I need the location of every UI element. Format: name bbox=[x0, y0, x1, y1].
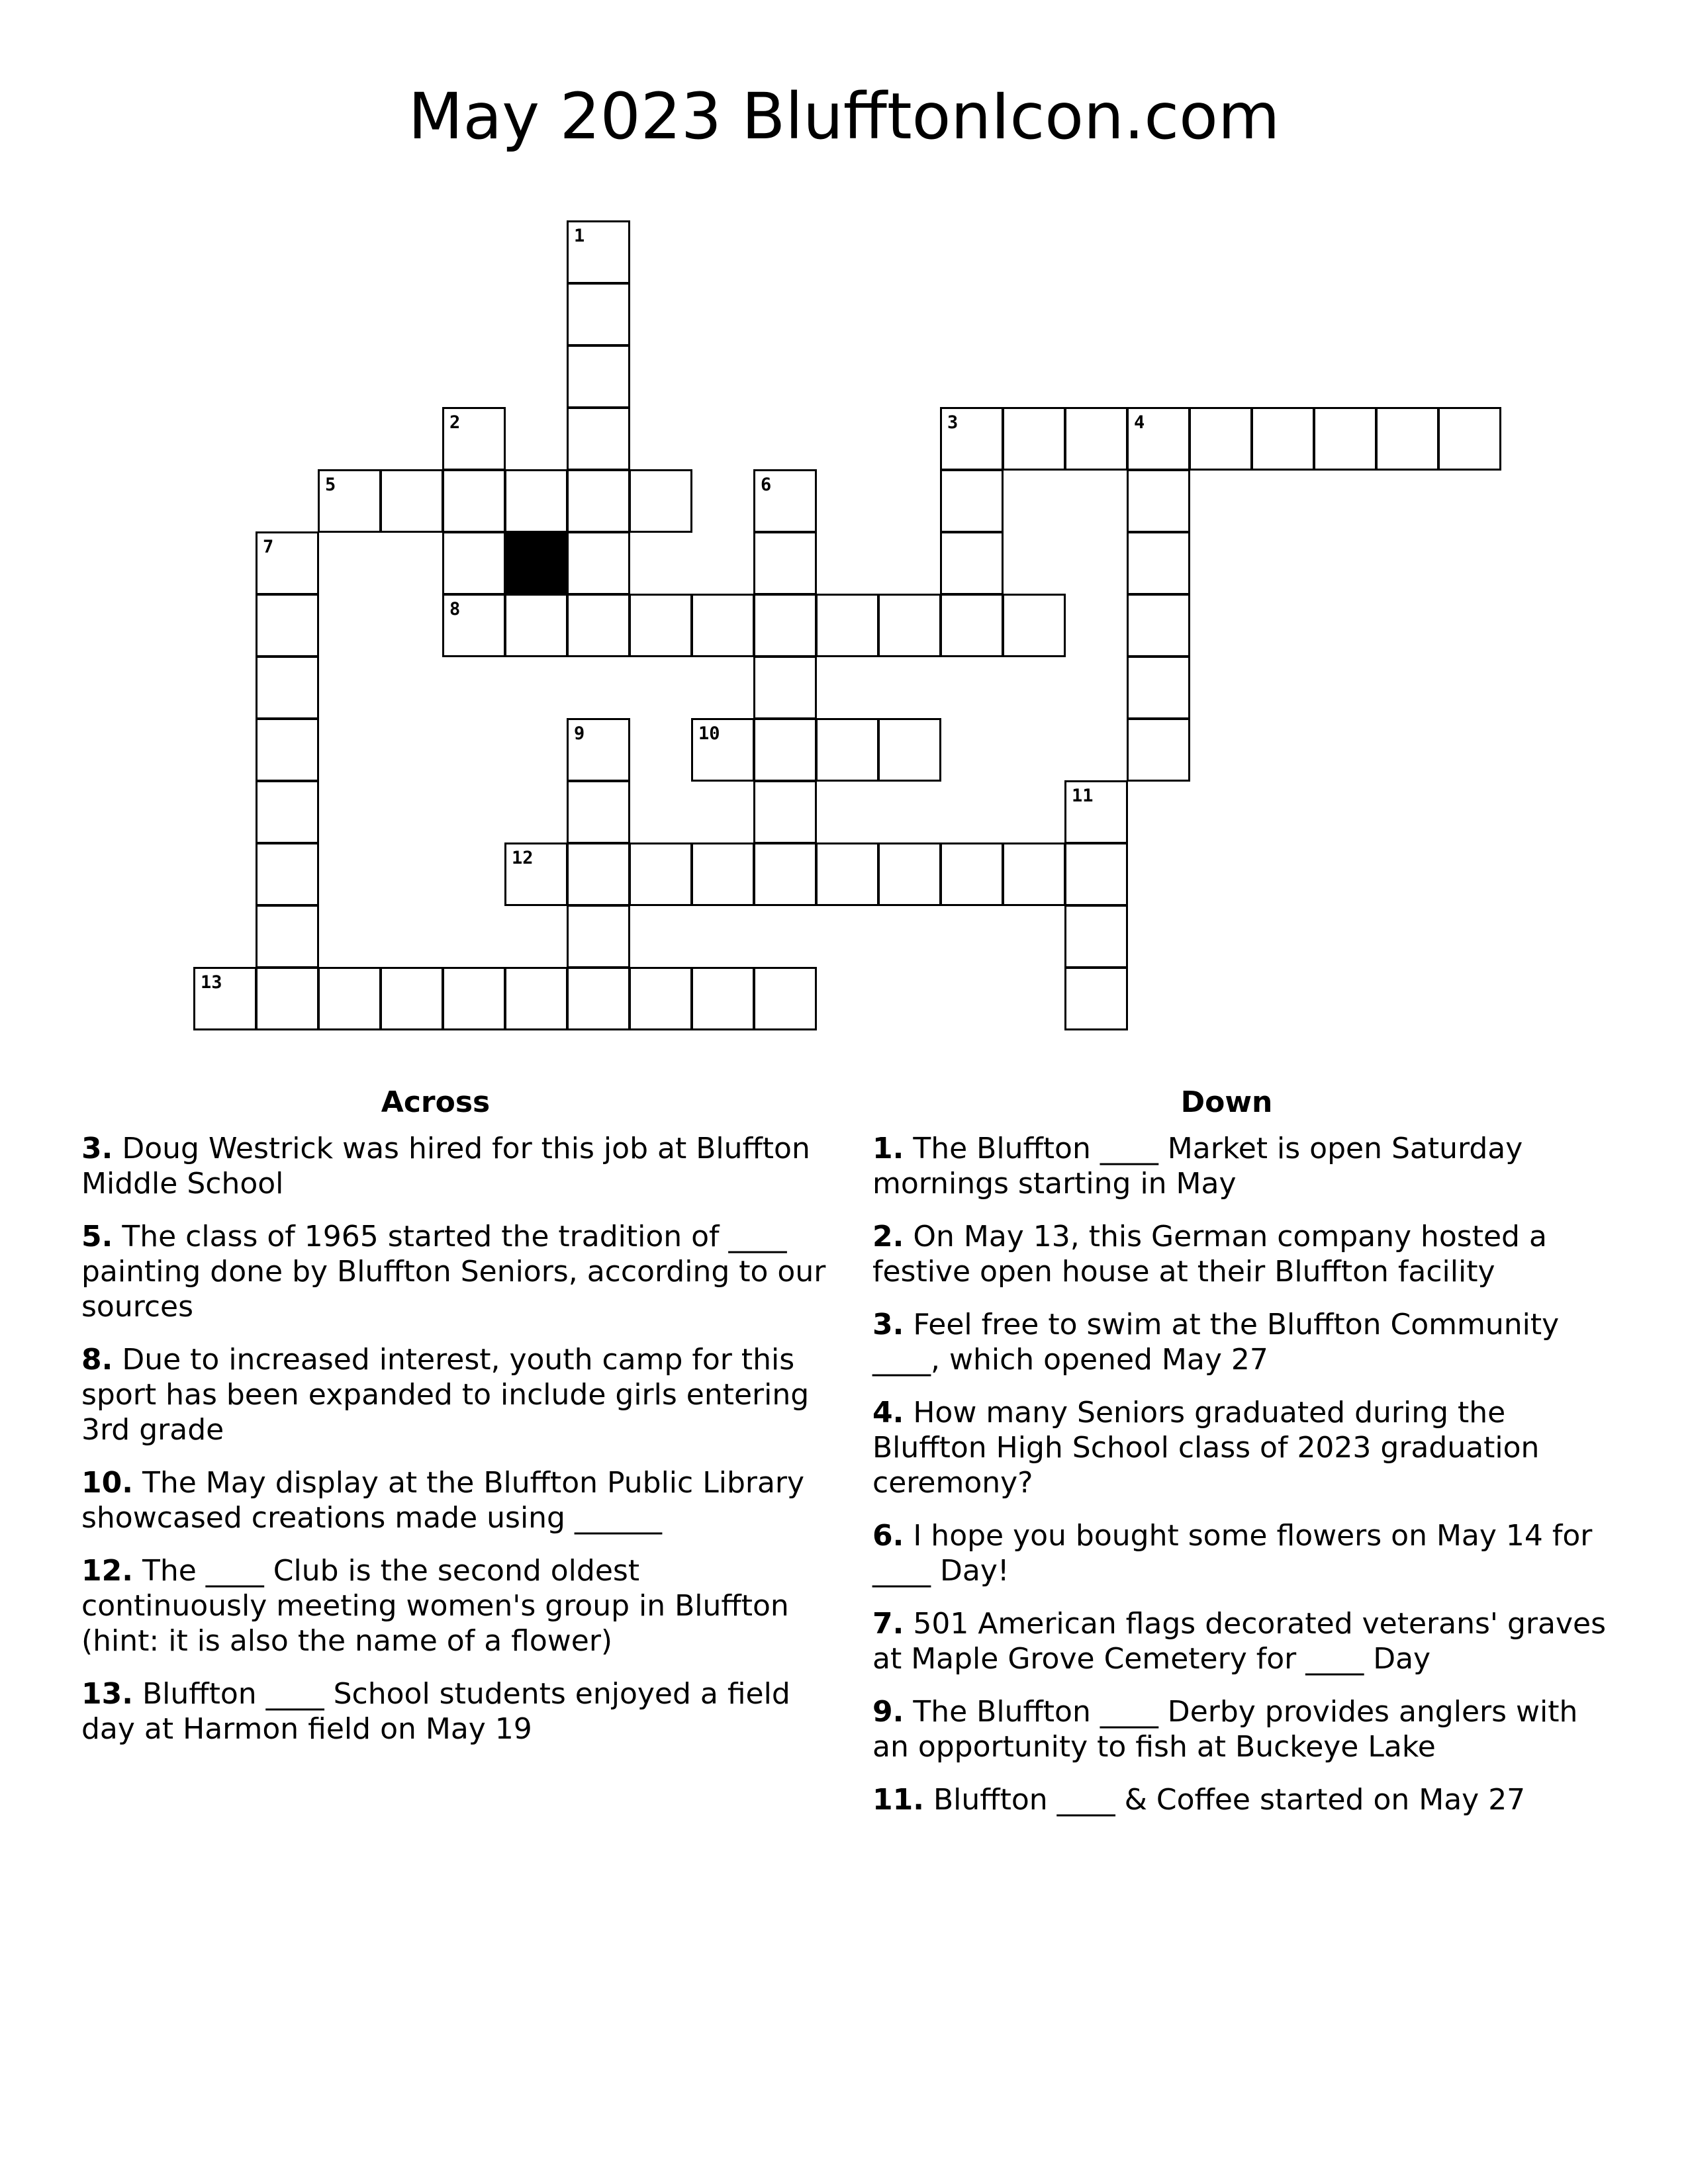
crossword-grid bbox=[0, 0, 1688, 1059]
grid-cell[interactable] bbox=[442, 531, 506, 595]
grid-cell[interactable] bbox=[878, 842, 941, 906]
grid-cell[interactable] bbox=[442, 967, 506, 1030]
clue-text: I hope you bought some flowers on May 14 for ____ Day! bbox=[872, 1519, 1593, 1588]
grid-cell[interactable] bbox=[1064, 905, 1128, 968]
across-heading: Across bbox=[381, 1085, 491, 1119]
clue-number: 4. bbox=[872, 1396, 904, 1430]
down-heading: Down bbox=[1180, 1085, 1273, 1119]
grid-cell[interactable] bbox=[567, 905, 630, 968]
across-clues-section bbox=[81, 1085, 829, 1764]
across-clue bbox=[81, 1553, 829, 1659]
grid-cell[interactable] bbox=[629, 967, 692, 1030]
grid-cell[interactable] bbox=[1064, 842, 1128, 906]
cell-number: 5 bbox=[325, 475, 336, 495]
cell-number: 7 bbox=[263, 537, 274, 557]
grid-cell[interactable] bbox=[1438, 407, 1501, 471]
down-clue bbox=[872, 1131, 1620, 1201]
grid-cell[interactable] bbox=[504, 967, 568, 1030]
grid-cell[interactable] bbox=[1064, 967, 1128, 1030]
grid-cell[interactable] bbox=[567, 283, 630, 346]
grid-cell[interactable] bbox=[567, 531, 630, 595]
grid-cell[interactable] bbox=[256, 594, 319, 657]
grid-cell[interactable] bbox=[567, 842, 630, 906]
down-clues-section bbox=[872, 1085, 1620, 1835]
down-clue bbox=[872, 1518, 1620, 1588]
clue-number: 3. bbox=[81, 1132, 113, 1165]
clue-text: The Bluffton ____ Market is open Saturday mornings starting in May bbox=[872, 1132, 1523, 1201]
grid-cell[interactable] bbox=[1002, 594, 1066, 657]
cell-number: 3 bbox=[947, 412, 959, 433]
grid-cell[interactable] bbox=[442, 407, 506, 471]
grid-cell[interactable] bbox=[256, 905, 319, 968]
grid-cell[interactable] bbox=[691, 718, 755, 782]
grid-cell[interactable] bbox=[753, 594, 817, 657]
clue-number: 13. bbox=[81, 1677, 133, 1711]
grid-cell[interactable] bbox=[1251, 407, 1315, 471]
grid-cell[interactable] bbox=[256, 780, 319, 844]
grid-cell[interactable] bbox=[691, 967, 755, 1030]
grid-cell[interactable] bbox=[878, 718, 941, 782]
clue-text: How many Seniors graduated during the Bluffton High School class of 2023 graduation ceremony? bbox=[872, 1396, 1540, 1500]
grid-cell[interactable] bbox=[256, 656, 319, 719]
grid-cell[interactable] bbox=[940, 469, 1004, 533]
grid-cell[interactable] bbox=[691, 594, 755, 657]
grid-cell[interactable] bbox=[1064, 780, 1128, 844]
clue-number: 10. bbox=[81, 1466, 133, 1500]
grid-cell[interactable] bbox=[753, 531, 817, 595]
clue-text: Bluffton ____ & Coffee started on May 27 bbox=[933, 1783, 1526, 1817]
clue-text: Feel free to swim at the Bluffton Community ____, which opened May 27 bbox=[872, 1308, 1560, 1377]
grid-cell[interactable] bbox=[753, 469, 817, 533]
grid-cell[interactable] bbox=[1127, 594, 1190, 657]
grid-cell[interactable] bbox=[193, 967, 257, 1030]
clue-text: 501 American flags decorated veterans' graves at Maple Grove Cemetery for ____ Day bbox=[872, 1607, 1606, 1676]
cell-number: 9 bbox=[574, 723, 585, 744]
grid-cell[interactable] bbox=[1002, 842, 1066, 906]
cell-number: 10 bbox=[698, 723, 720, 744]
cell-number: 4 bbox=[1134, 412, 1145, 433]
black-square bbox=[504, 531, 568, 595]
clue-text: The ____ Club is the second oldest continuously meeting women's group in Bluffton (hint: it is also the name of a flower) bbox=[81, 1554, 789, 1658]
grid-cell[interactable] bbox=[1127, 656, 1190, 719]
grid-cell[interactable] bbox=[629, 469, 692, 533]
grid-cell[interactable] bbox=[567, 718, 630, 782]
cell-number: 1 bbox=[574, 226, 585, 246]
grid-cell[interactable] bbox=[1189, 407, 1252, 471]
grid-cell[interactable] bbox=[256, 967, 319, 1030]
clue-number: 3. bbox=[872, 1308, 904, 1342]
clue-text: Due to increased interest, youth camp for this sport has been expanded to include girls entering 3rd grade bbox=[81, 1343, 810, 1447]
grid-cell[interactable] bbox=[753, 780, 817, 844]
grid-cell[interactable] bbox=[816, 718, 879, 782]
clue-text: The May display at the Bluffton Public Library showcased creations made using ______ bbox=[81, 1466, 805, 1535]
cell-number: 8 bbox=[449, 599, 461, 619]
grid-cell[interactable] bbox=[380, 967, 444, 1030]
clue-number: 11. bbox=[872, 1783, 924, 1817]
grid-cell[interactable] bbox=[567, 967, 630, 1030]
across-clue bbox=[81, 1131, 829, 1201]
grid-cell[interactable] bbox=[1127, 469, 1190, 533]
grid-cell[interactable] bbox=[940, 842, 1004, 906]
grid-cell[interactable] bbox=[504, 594, 568, 657]
clue-text: Doug Westrick was hired for this job at Bluffton Middle School bbox=[81, 1132, 810, 1201]
down-clue bbox=[872, 1395, 1620, 1500]
grid-cell[interactable] bbox=[504, 469, 568, 533]
across-clue bbox=[81, 1465, 829, 1535]
grid-cell[interactable] bbox=[753, 967, 817, 1030]
cell-number: 2 bbox=[449, 412, 461, 433]
grid-cell[interactable] bbox=[878, 594, 941, 657]
grid-cell[interactable] bbox=[1127, 531, 1190, 595]
grid-cell[interactable] bbox=[442, 594, 506, 657]
cell-number: 13 bbox=[201, 972, 222, 993]
grid-cell[interactable] bbox=[567, 780, 630, 844]
clue-text: The Bluffton ____ Derby provides anglers with an opportunity to fish at Buckeye Lake bbox=[872, 1695, 1578, 1764]
clue-number: 6. bbox=[872, 1519, 904, 1553]
down-clue bbox=[872, 1307, 1620, 1377]
clue-number: 12. bbox=[81, 1554, 133, 1588]
down-clue bbox=[872, 1606, 1620, 1676]
clue-number: 5. bbox=[81, 1220, 113, 1253]
grid-cell[interactable] bbox=[691, 842, 755, 906]
grid-cell[interactable] bbox=[504, 842, 568, 906]
clue-number: 2. bbox=[872, 1220, 904, 1253]
across-clue bbox=[81, 1342, 829, 1447]
grid-cell[interactable] bbox=[1313, 407, 1377, 471]
clue-number: 8. bbox=[81, 1343, 113, 1377]
clue-number: 9. bbox=[872, 1695, 904, 1729]
grid-cell[interactable] bbox=[567, 407, 630, 471]
grid-cell[interactable] bbox=[629, 842, 692, 906]
clue-text: Bluffton ____ School students enjoyed a field day at Harmon field on May 19 bbox=[81, 1677, 790, 1746]
grid-cell[interactable] bbox=[940, 594, 1004, 657]
clue-text: On May 13, this German company hosted a festive open house at their Bluffton facility bbox=[872, 1220, 1547, 1289]
clue-number: 7. bbox=[872, 1607, 904, 1641]
clue-number: 1. bbox=[872, 1132, 904, 1165]
grid-cell[interactable] bbox=[1127, 407, 1190, 471]
grid-cell[interactable] bbox=[816, 594, 879, 657]
down-clue bbox=[872, 1219, 1620, 1289]
cell-number: 11 bbox=[1072, 786, 1094, 806]
grid-cell[interactable] bbox=[318, 469, 381, 533]
down-clue bbox=[872, 1694, 1620, 1764]
grid-cell[interactable] bbox=[1376, 407, 1439, 471]
cell-number: 6 bbox=[761, 475, 772, 495]
down-clue-list bbox=[872, 1131, 1620, 1817]
across-clue-list bbox=[81, 1131, 829, 1747]
grid-cell[interactable] bbox=[318, 967, 381, 1030]
grid-cell[interactable] bbox=[567, 594, 630, 657]
grid-cell[interactable] bbox=[629, 594, 692, 657]
grid-cell[interactable] bbox=[442, 469, 506, 533]
across-clue bbox=[81, 1219, 829, 1324]
grid-cell[interactable] bbox=[567, 220, 630, 284]
grid-cell[interactable] bbox=[1127, 718, 1190, 782]
across-clue bbox=[81, 1676, 829, 1747]
grid-cell[interactable] bbox=[256, 718, 319, 782]
grid-cell[interactable] bbox=[940, 407, 1004, 471]
grid-cell[interactable] bbox=[380, 469, 444, 533]
puzzle-title: May 2023 BlufftonIcon.com bbox=[408, 79, 1280, 154]
grid-cell[interactable] bbox=[940, 531, 1004, 595]
grid-cell[interactable] bbox=[816, 842, 879, 906]
grid-cell[interactable] bbox=[753, 842, 817, 906]
down-clue bbox=[872, 1782, 1620, 1817]
grid-cell[interactable] bbox=[256, 531, 319, 595]
grid-cell[interactable] bbox=[753, 718, 817, 782]
grid-cell[interactable] bbox=[1002, 407, 1066, 471]
cell-number: 12 bbox=[512, 848, 534, 868]
grid-cell[interactable] bbox=[1064, 407, 1128, 471]
grid-cell[interactable] bbox=[567, 345, 630, 408]
grid-cell[interactable] bbox=[567, 469, 630, 533]
grid-cell[interactable] bbox=[753, 656, 817, 719]
clue-text: The class of 1965 started the tradition of ____ painting done by Bluffton Seniors, according to our sources bbox=[81, 1220, 826, 1324]
grid-cell[interactable] bbox=[256, 842, 319, 906]
